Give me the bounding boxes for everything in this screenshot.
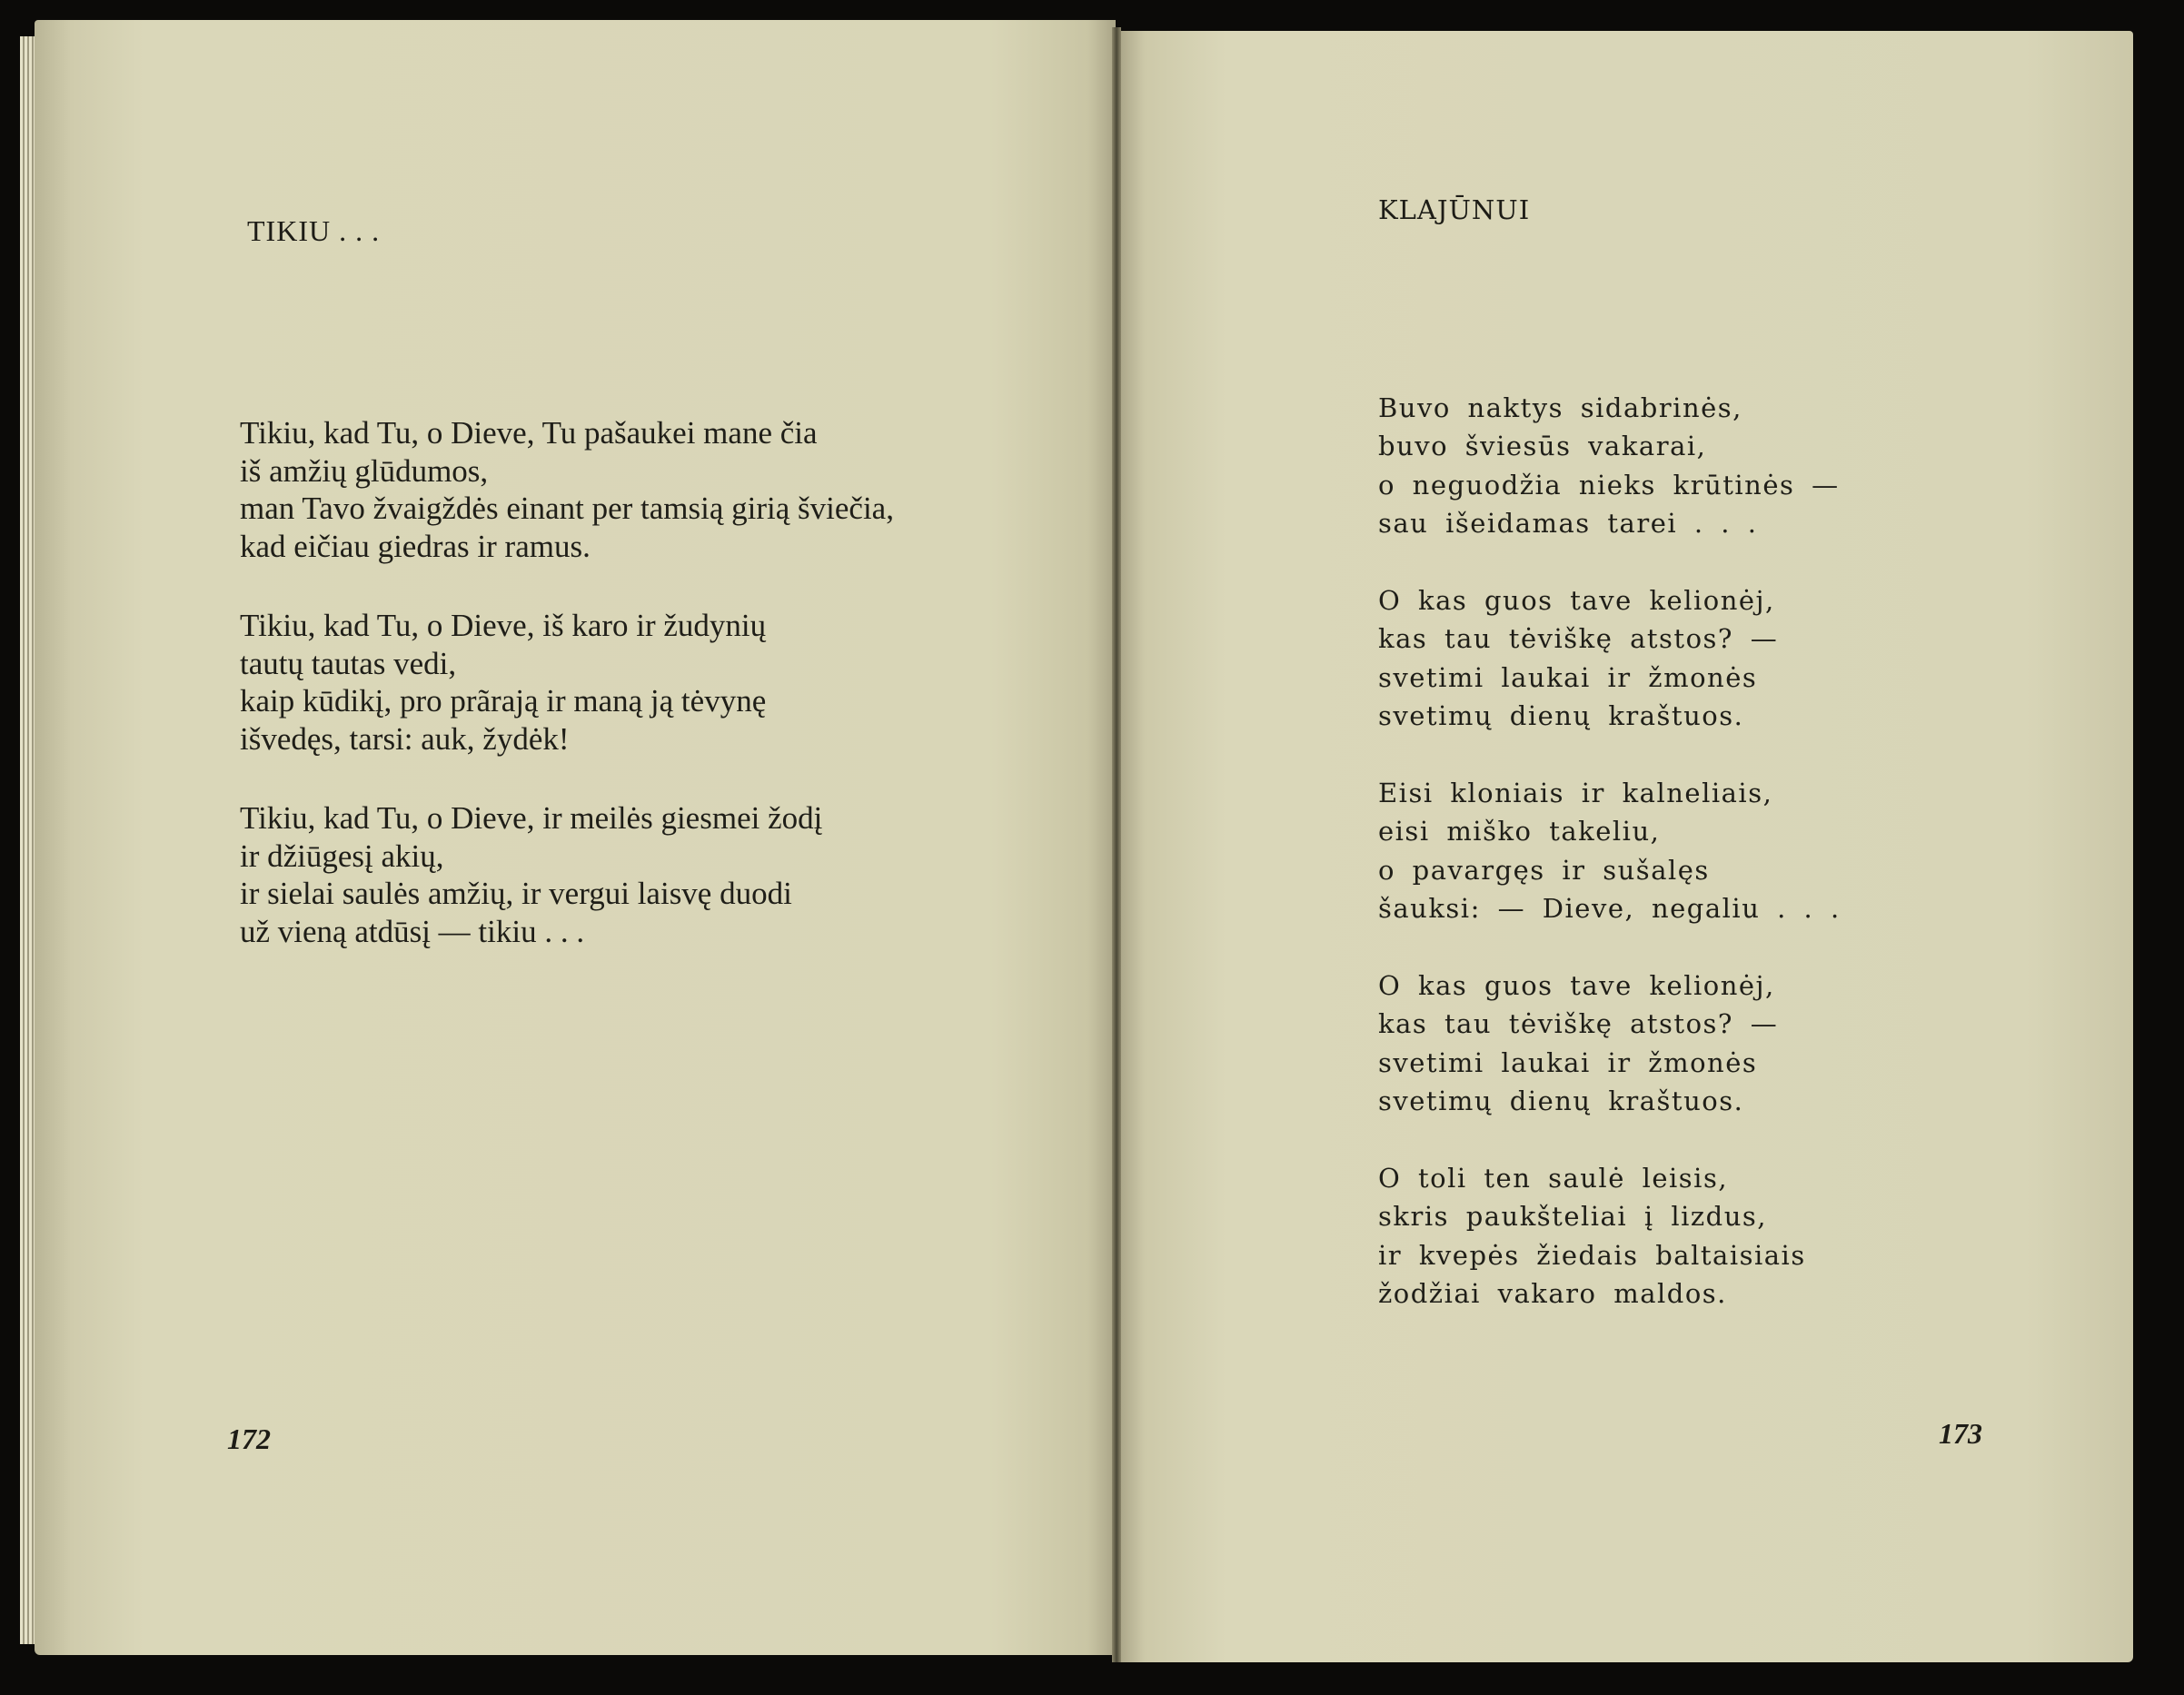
verse-line: ir kvepės žiedais baltaisiais	[1378, 1239, 1806, 1271]
verse-line: kas tau tėviškę atstos? —	[1378, 623, 1779, 655]
stanza	[1378, 966, 1778, 1120]
stanza	[240, 799, 822, 950]
stanza	[240, 414, 894, 565]
verse-line: šauksi: — Dieve, negaliu . . .	[1378, 892, 1841, 924]
verse-line: Buvo naktys sidabrinės,	[1378, 392, 1742, 423]
verse-line: Tikiu, kad Tu, o Dieve, Tu pašaukei mane čia	[240, 415, 818, 451]
page-number: 173	[1939, 1417, 1982, 1450]
verse-line: man Tavo žvaigždės einant per tamsią girią šviečia,	[240, 491, 894, 526]
verse-line: O kas guos tave kelionėj,	[1378, 970, 1775, 1001]
poem-title: TIKIU . . .	[247, 214, 381, 247]
verse-line: O kas guos tave kelionėj,	[1378, 585, 1775, 616]
stanza	[1378, 774, 1841, 927]
verse-line: o pavargęs ir sušalęs	[1378, 854, 1710, 886]
verse-line: skris paukšteliai į lizdus,	[1378, 1201, 1767, 1233]
book-gutter	[1112, 27, 1121, 1662]
verse-line: O toli ten saulė leisis,	[1378, 1163, 1729, 1194]
verse-line: tautų tautas vedi,	[240, 645, 457, 681]
verse-line: o neguodžia nieks krūtinės —	[1378, 469, 1840, 501]
verse-line: svetimų dienų kraštuos.	[1378, 699, 1744, 731]
verse-line: ir sielai saulės amžių, ir vergui laisvę duodi	[240, 876, 792, 911]
verse-line: kaip kūdikį, pro prãrają ir maną ją tėvynę	[240, 683, 767, 719]
verse-line: svetimi laukai ir žmonės	[1378, 661, 1758, 693]
verse-line: Eisi kloniais ir kalneliais,	[1378, 778, 1773, 808]
stanza	[1378, 581, 1778, 735]
verse-line: svetimi laukai ir žmonės	[1378, 1046, 1758, 1078]
verse-line: ir džiūgesį akių,	[240, 838, 444, 874]
poem-title: KLAJŪNUI	[1378, 194, 1531, 225]
verse-line: iš amžių glūdumos,	[240, 452, 489, 489]
page-number: 172	[227, 1422, 271, 1455]
verse-line: svetimų dienų kraštuos.	[1378, 1085, 1744, 1116]
verse-line: buvo šviesūs vakarai,	[1378, 431, 1707, 462]
verse-line: žodžiai vakaro maldos.	[1378, 1277, 1727, 1309]
stanza	[240, 607, 766, 758]
stanza	[1378, 389, 1840, 542]
verse-line: eisi miško takeliu,	[1378, 816, 1661, 848]
verse-line: sau išeidamas tarei . . .	[1378, 507, 1758, 539]
verse-line: už vieną atdūsį — tikiu . . .	[240, 913, 585, 949]
verse-line: Tikiu, kad Tu, o Dieve, ir meilės giesmei žodį	[240, 800, 823, 836]
verse-line: išvedęs, tarsi: auk, žydėk!	[240, 720, 570, 757]
stanza	[1378, 1159, 1806, 1313]
verse-line: kad eičiau giedras ir ramus.	[240, 528, 591, 564]
verse-line: kas tau tėviškę atstos? —	[1378, 1008, 1779, 1040]
verse-line: Tikiu, kad Tu, o Dieve, iš karo ir žudynių	[240, 608, 767, 643]
